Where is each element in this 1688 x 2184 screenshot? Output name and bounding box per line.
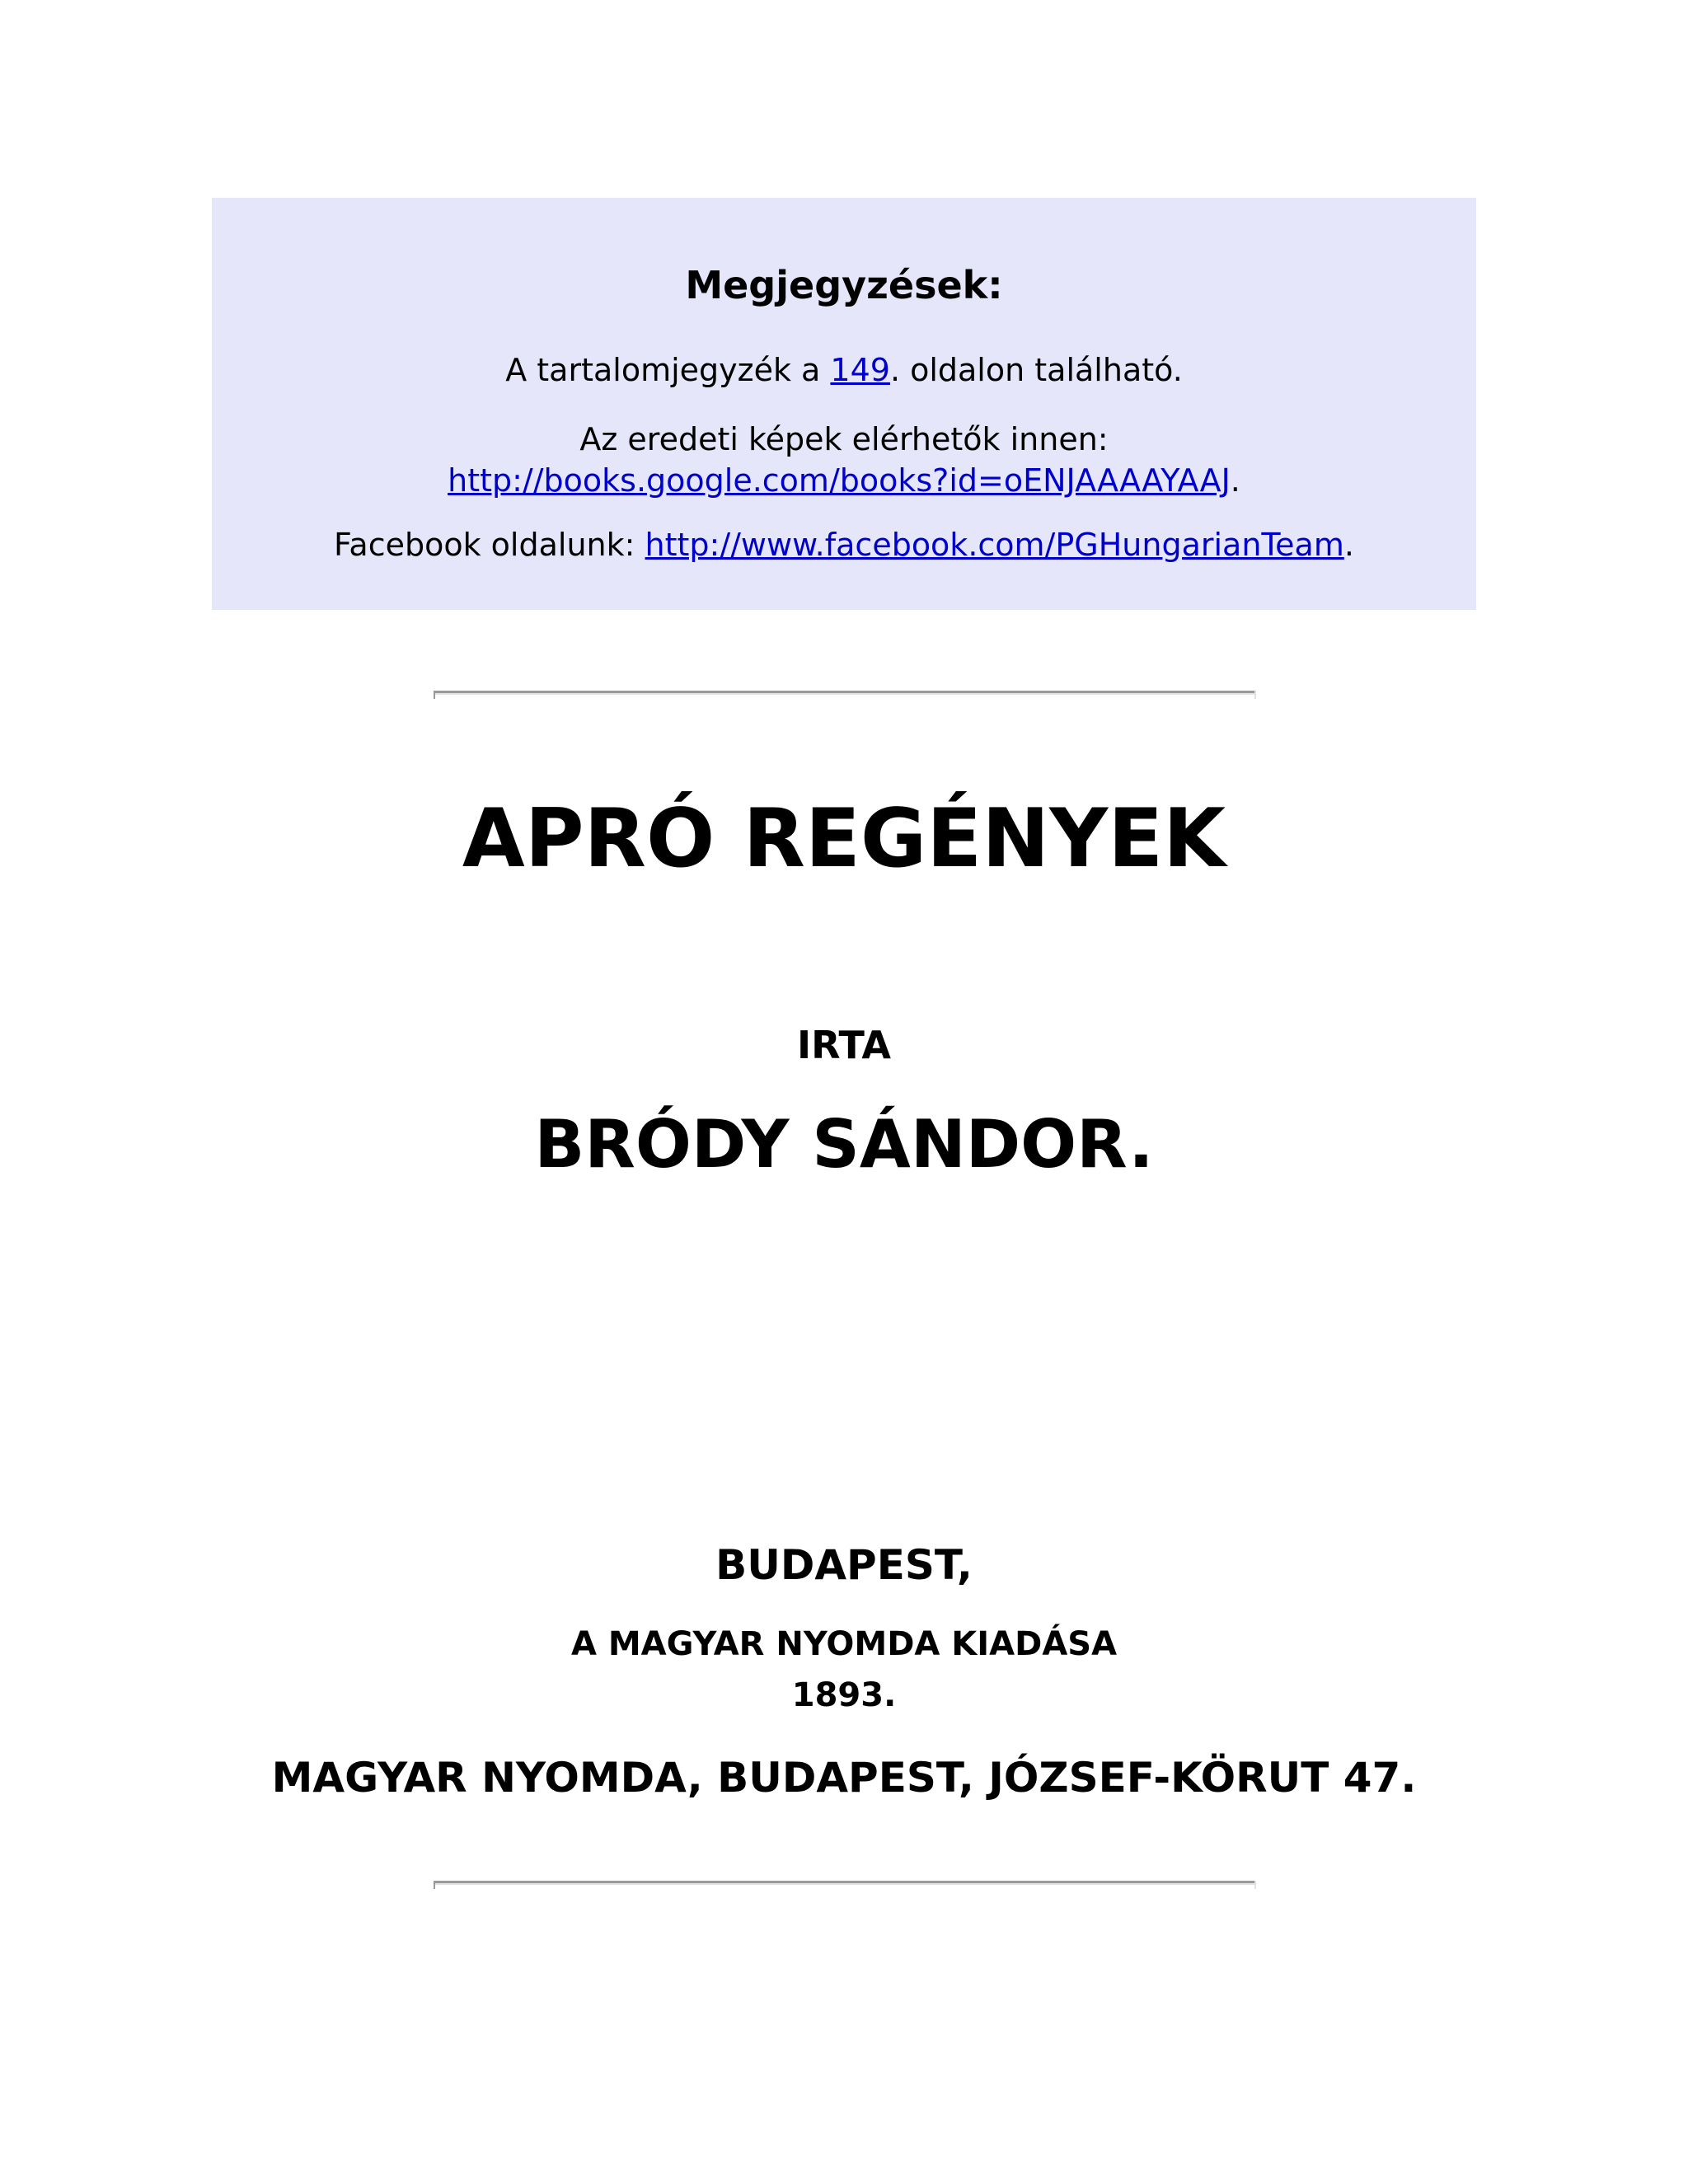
images-note-suffix: . xyxy=(1230,462,1240,499)
images-note-prefix: Az eredeti képek elérhetők innen: xyxy=(579,421,1109,457)
toc-note xyxy=(327,349,1361,391)
printer-address: MAGYAR NYOMDA, BUDAPEST, JÓZSEF-KÖRUT 47. xyxy=(271,1754,1417,1802)
by-line: IRTA xyxy=(797,1023,891,1067)
notes-title: Megjegyzések: xyxy=(685,263,1003,307)
images-note xyxy=(327,419,1361,501)
author-name: BRÓDY SÁNDOR. xyxy=(534,1106,1154,1183)
facebook-note xyxy=(327,524,1361,565)
top-divider xyxy=(434,691,1256,695)
google-books-link[interactable]: http://books.google.com/books?id=oENJAAAAYAAJ xyxy=(448,462,1231,499)
facebook-link[interactable]: http://www.facebook.com/PGHungarianTeam xyxy=(645,527,1344,563)
toc-note-suffix: . oldalon található. xyxy=(889,352,1183,388)
notes-box xyxy=(212,198,1476,610)
facebook-note-suffix: . xyxy=(1343,527,1354,563)
toc-note-prefix: A tartalomjegyzék a xyxy=(505,352,831,388)
publication-city: BUDAPEST, xyxy=(715,1541,973,1589)
bottom-divider xyxy=(434,1881,1256,1885)
book-title: APRÓ REGÉNYEK xyxy=(462,792,1226,886)
facebook-note-prefix: Facebook oldalunk: xyxy=(334,527,645,563)
publication-year: 1893. xyxy=(791,1676,897,1714)
toc-page-link[interactable]: 149 xyxy=(830,352,890,388)
publisher-name: A MAGYAR NYOMDA KIADÁSA xyxy=(570,1625,1118,1663)
